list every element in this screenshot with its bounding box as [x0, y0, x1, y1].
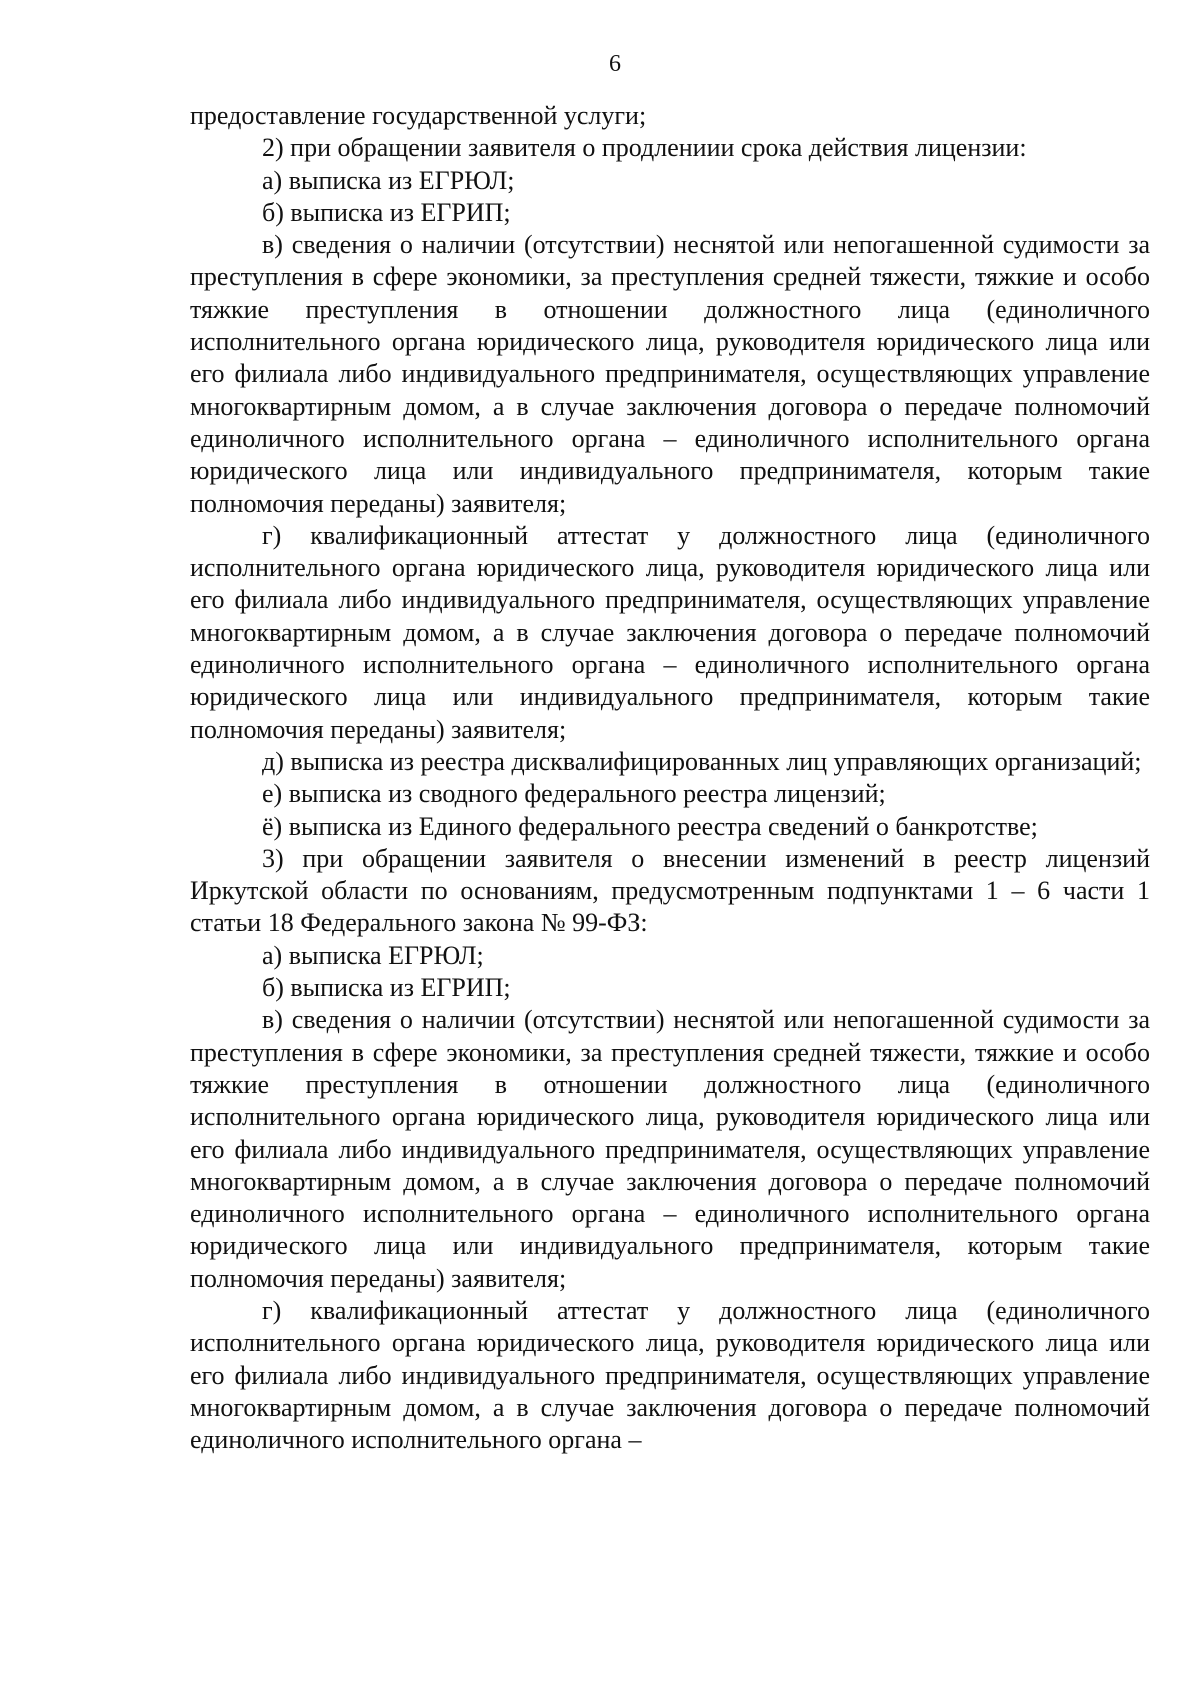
paragraph-continuation: предоставление государственной услуги; [190, 101, 647, 130]
paragraph-item-2d: д) выписка из реестра дисквалифицированных лиц управляющих организаций; [262, 746, 1142, 776]
paragraph-item-3b: б) выписка из ЕГРИП; [262, 973, 511, 1003]
page-number: 6 [609, 51, 621, 77]
paragraph-item-2b: б) выписка из ЕГРИП; [262, 197, 511, 227]
paragraph-item-2a: а) выписка из ЕГРЮЛ; [262, 165, 515, 195]
paragraph-item-2yo: ё) выписка из Единого федерального реестра сведений о банкротстве; [262, 811, 1038, 841]
paragraph-item-2g: г) квалификационный аттестат у должностного лица (единоличного исполнительного органа юридического лица, руководителя юридического лица или его филиала либо индивидуального предпринимателя, осуществляющих управление многоквартирным домом, а в случае заключения договора о передаче полномочий единоличного исполнительного органа – единоличного исполнительного органа юридического лица или индивидуального предпринимателя, которым такие полномочия переданы) заявителя; [190, 520, 1150, 744]
paragraph-item-2: 2) при обращении заявителя о продлениии срока действия лицензии: [262, 133, 1027, 163]
paragraph-item-3v: в) сведения о наличии (отсутствии) неснятой или непогашенной судимости за преступления в сфере экономики, за преступления средней тяжести, тяжкие и особо тяжкие преступления в отношении должностного лица (единоличного исполнительного органа юридического лица, руководителя юридического лица или его филиала либо индивидуального предпринимателя, осуществляющих управление многоквартирным домом, а в случае заключения договора о передаче полномочий единоличного исполнительного органа – единоличного исполнительного органа юридического лица или индивидуального предпринимателя, которым такие полномочия переданы) заявителя; [190, 1005, 1150, 1293]
paragraph-item-3a: а) выписка ЕГРЮЛ; [262, 940, 484, 970]
paragraph-item-2e: е) выписка из сводного федерального реестра лицензий; [262, 779, 886, 809]
paragraph-item-3: 3) при обращении заявителя о внесении изменений в реестр лицензий Иркутской области по основаниям, предусмотренным подпунктами 1 – 6 части 1 статьи 18 Федерального закона № 99-ФЗ: [190, 843, 1150, 938]
paragraph-item-2v: в) сведения о наличии (отсутствии) неснятой или непогашенной судимости за преступления в сфере экономики, за преступления средней тяжести, тяжкие и особо тяжкие преступления в отношении должностного лица (единоличного исполнительного органа юридического лица, руководителя юридического лица или его филиала либо индивидуального предпринимателя, осуществляющих управление многоквартирным домом, а в случае заключения договора о передаче полномочий единоличного исполнительного органа – единоличного исполнительного органа юридического лица или индивидуального предпринимателя, которым такие полномочия переданы) заявителя; [190, 230, 1150, 518]
paragraph-item-3g: г) квалификационный аттестат у должностного лица (единоличного исполнительного органа юридического лица, руководителя юридического лица или его филиала либо индивидуального предпринимателя, осуществляющих управление многоквартирным домом, а в случае заключения договора о передаче полномочий единоличного исполнительного органа – [190, 1295, 1150, 1455]
document-body [190, 100, 1150, 1456]
